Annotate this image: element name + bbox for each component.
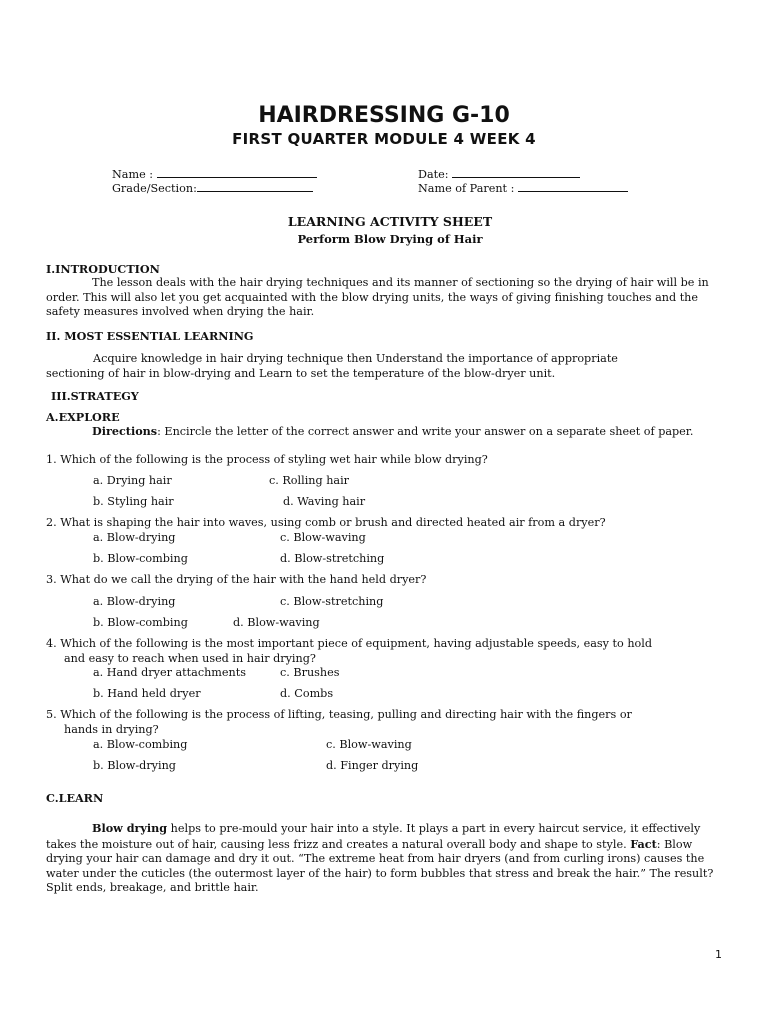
q5-option-b[interactable]: b. Blow-drying (93, 759, 176, 772)
learn-heading: C.LEARN (46, 791, 104, 805)
question-5-continued: hands in drying? (64, 723, 159, 736)
explore-heading: A.EXPLORE (46, 410, 120, 424)
question-4-continued: and easy to reach when used in hair drying? (64, 652, 316, 665)
name-label: Name : (112, 168, 154, 181)
sheet-subheading: Perform Blow Drying of Hair (297, 232, 483, 246)
name-blank[interactable] (157, 167, 317, 178)
q1-option-d[interactable]: d. Waving hair (283, 495, 366, 508)
q2-option-b[interactable]: b. Blow-combing (93, 552, 188, 565)
question-5: 5. Which of the following is the process of lifting, teasing, pulling and directing hair with the fingers or (46, 708, 632, 721)
q5-option-c[interactable]: c. Blow-waving (326, 738, 412, 751)
sheet-heading: LEARNING ACTIVITY SHEET (287, 214, 493, 229)
learn-paragraph (46, 821, 726, 896)
q4-option-a[interactable]: a. Hand dryer attachments (93, 666, 246, 679)
intro-heading: I.INTRODUCTION (46, 262, 160, 276)
grade-section-blank[interactable] (197, 181, 313, 192)
directions-paragraph (46, 424, 726, 440)
date-label: Date: (418, 168, 449, 181)
grade-section-label: Grade/Section: (112, 182, 197, 195)
directions-label: Directions (92, 424, 158, 438)
document-title: HAIRDRESSING G-10 (258, 103, 510, 128)
question-4: 4. Which of the following is the most important piece of equipment, having adjustable speeds, easy to hold (46, 637, 653, 650)
question-3: 3. What do we call the drying of the hair with the hand held dryer? (46, 573, 427, 586)
learn-text-2: : Blow drying your hair can damage and dry it out. “The extreme heat from hair dryers (and from curling irons) causes the water under the cuticles (the outermost layer of the hair) to form bubbles that stress and break the hair.” The result? Split ends, breakage, and brittle hair. (46, 837, 714, 894)
learn-text-1: helps to pre-mould your hair into a style. It plays a part in every haircut service, it effectively takes the moisture out of hair, causing less frizz and creates a natural overall body and shape to style. (46, 822, 701, 851)
learn-term: Blow drying (92, 821, 168, 835)
q1-option-c[interactable]: c. Rolling hair (269, 474, 349, 487)
name-field[interactable] (112, 167, 317, 181)
mel-heading: II. MOST ESSENTIAL LEARNING (46, 329, 254, 343)
strategy-heading: III.STRATEGY (51, 389, 139, 403)
q2-option-c[interactable]: c. Blow-waving (280, 531, 366, 544)
document-subtitle: FIRST QUARTER MODULE 4 WEEK 4 (232, 130, 536, 148)
question-2: 2. What is shaping the hair into waves, using comb or brush and directed heated air from a dryer? (46, 516, 606, 529)
directions-text: : Encircle the letter of the correct answer and write your answer on a separate sheet of paper. (157, 425, 694, 438)
mel-line-2: sectioning of hair in blow-drying and Learn to set the temperature of the blow-dryer unit. (46, 367, 556, 380)
q4-option-b[interactable]: b. Hand held dryer (93, 687, 201, 700)
parent-name-blank[interactable] (518, 181, 628, 192)
q3-option-d[interactable]: d. Blow-waving (233, 616, 320, 629)
q1-option-a[interactable]: a. Drying hair (93, 474, 172, 487)
page-number: 1 (715, 948, 722, 961)
q2-option-a[interactable]: a. Blow-drying (93, 531, 176, 544)
grade-section-field[interactable] (112, 181, 313, 195)
question-1: 1. Which of the following is the process of styling wet hair while blow drying? (46, 453, 488, 466)
parent-name-label: Name of Parent : (418, 182, 515, 195)
mel-line-1: Acquire knowledge in hair drying technique then Understand the importance of appropriate (93, 352, 618, 365)
fact-label: Fact (630, 836, 657, 851)
q5-option-d[interactable]: d. Finger drying (326, 759, 419, 772)
q3-option-a[interactable]: a. Blow-drying (93, 595, 176, 608)
intro-paragraph: The lesson deals with the hair drying techniques and its manner of sectioning so the drying of hair will be in order. This will also let you get acquainted with the blow drying units, the ways of giving finishing touches and the safety measures involved when drying the hair. (46, 276, 709, 318)
date-blank[interactable] (452, 167, 580, 178)
date-field[interactable] (418, 167, 580, 181)
q5-option-a[interactable]: a. Blow-combing (93, 738, 188, 751)
q2-option-d[interactable]: d. Blow-stretching (280, 552, 385, 565)
q4-option-d[interactable]: d. Combs (280, 687, 334, 700)
q3-option-c[interactable]: c. Blow-stretching (280, 595, 384, 608)
q1-option-b[interactable]: b. Styling hair (93, 495, 174, 508)
q3-option-b[interactable]: b. Blow-combing (93, 616, 188, 629)
q4-option-c[interactable]: c. Brushes (280, 666, 340, 679)
parent-name-field[interactable] (418, 181, 628, 195)
